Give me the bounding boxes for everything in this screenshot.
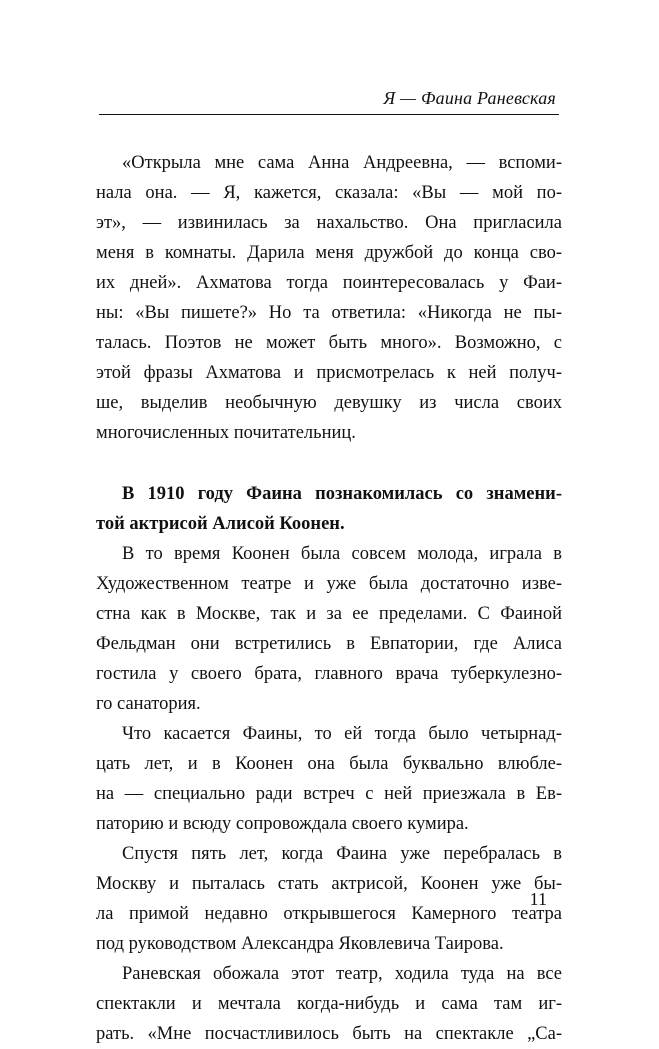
paragraph-1	[96, 148, 562, 448]
text-line: меня в комнаты. Дарила меня дружбой до конца сво-	[96, 243, 562, 263]
paragraph-3	[96, 539, 562, 719]
text-line: Спустя пять лет, когда Фаина уже перебралась в	[122, 844, 562, 864]
text-line: стна как в Москве, так и за ее пределами. С Фаиной	[96, 604, 562, 624]
running-head: Я — Фаина Раневская	[383, 88, 556, 108]
text-line: го санатория.	[96, 694, 201, 714]
body-text	[96, 148, 562, 1049]
text-line: Что касается Фаины, то ей тогда было четырнад-	[122, 724, 562, 744]
paragraph-4	[96, 719, 562, 839]
text-line: той актрисой Алисой Коонен.	[96, 514, 345, 534]
text-line: Художественном театре и уже была достаточно изве-	[96, 574, 562, 594]
text-line: под руководством Александра Яковлевича Таирова.	[96, 934, 504, 954]
text-line: В то время Коонен была совсем молода, играла в	[122, 544, 562, 564]
text-line: ны: «Вы пишете?» Но та ответила: «Никогда не пы-	[96, 303, 562, 323]
text-line: их дней». Ахматова тогда поинтересовалась у Фаи-	[96, 273, 562, 293]
section-heading	[96, 479, 562, 539]
text-line: В 1910 году Фаина познакомилась со знамени-	[122, 484, 562, 504]
text-line: ла примой недавно открывшегося Камерного театра	[96, 904, 562, 924]
text-line: цать лет, и в Коонен она была буквально влюбле-	[96, 754, 562, 774]
text-line: гостила у своего брата, главного врача туберкулезно-	[96, 664, 562, 684]
text-line: многочисленных почитательниц.	[96, 423, 356, 443]
text-line: рать. «Мне посчастливилось быть на спектакле „Са-	[96, 1024, 562, 1044]
page-number: 11	[529, 889, 547, 909]
text-line: на — специально ради встреч с ней приезжала в Ев-	[96, 784, 562, 804]
text-line: эт», — извинилась за нахальство. Она пригласила	[96, 213, 562, 233]
paragraph-6	[96, 959, 562, 1049]
text-line: Раневская обожала этот театр, ходила туда на все	[122, 964, 562, 984]
section-gap	[96, 448, 562, 479]
text-line: паторию и всюду сопровождала своего кумира.	[96, 814, 469, 834]
text-line: «Открыла мне сама Анна Андреевна, — вспоми-	[122, 153, 562, 173]
text-line: нала она. — Я, кажется, сказала: «Вы — мой по-	[96, 183, 562, 203]
text-line: Москву и пыталась стать актрисой, Коонен уже бы-	[96, 874, 562, 894]
text-line: Фельдман они встретились в Евпатории, где Алиса	[96, 634, 562, 654]
text-line: спектакли и мечтала когда-нибудь и сама там иг-	[96, 994, 562, 1014]
paragraph-5	[96, 839, 562, 959]
text-line: этой фразы Ахматова и присмотрелась к ней получ-	[96, 363, 562, 383]
text-line: ше, выделив необычную девушку из числа своих	[96, 393, 562, 413]
text-line: талась. Поэтов не может быть много». Возможно, с	[96, 333, 562, 353]
header-rule	[99, 114, 559, 115]
